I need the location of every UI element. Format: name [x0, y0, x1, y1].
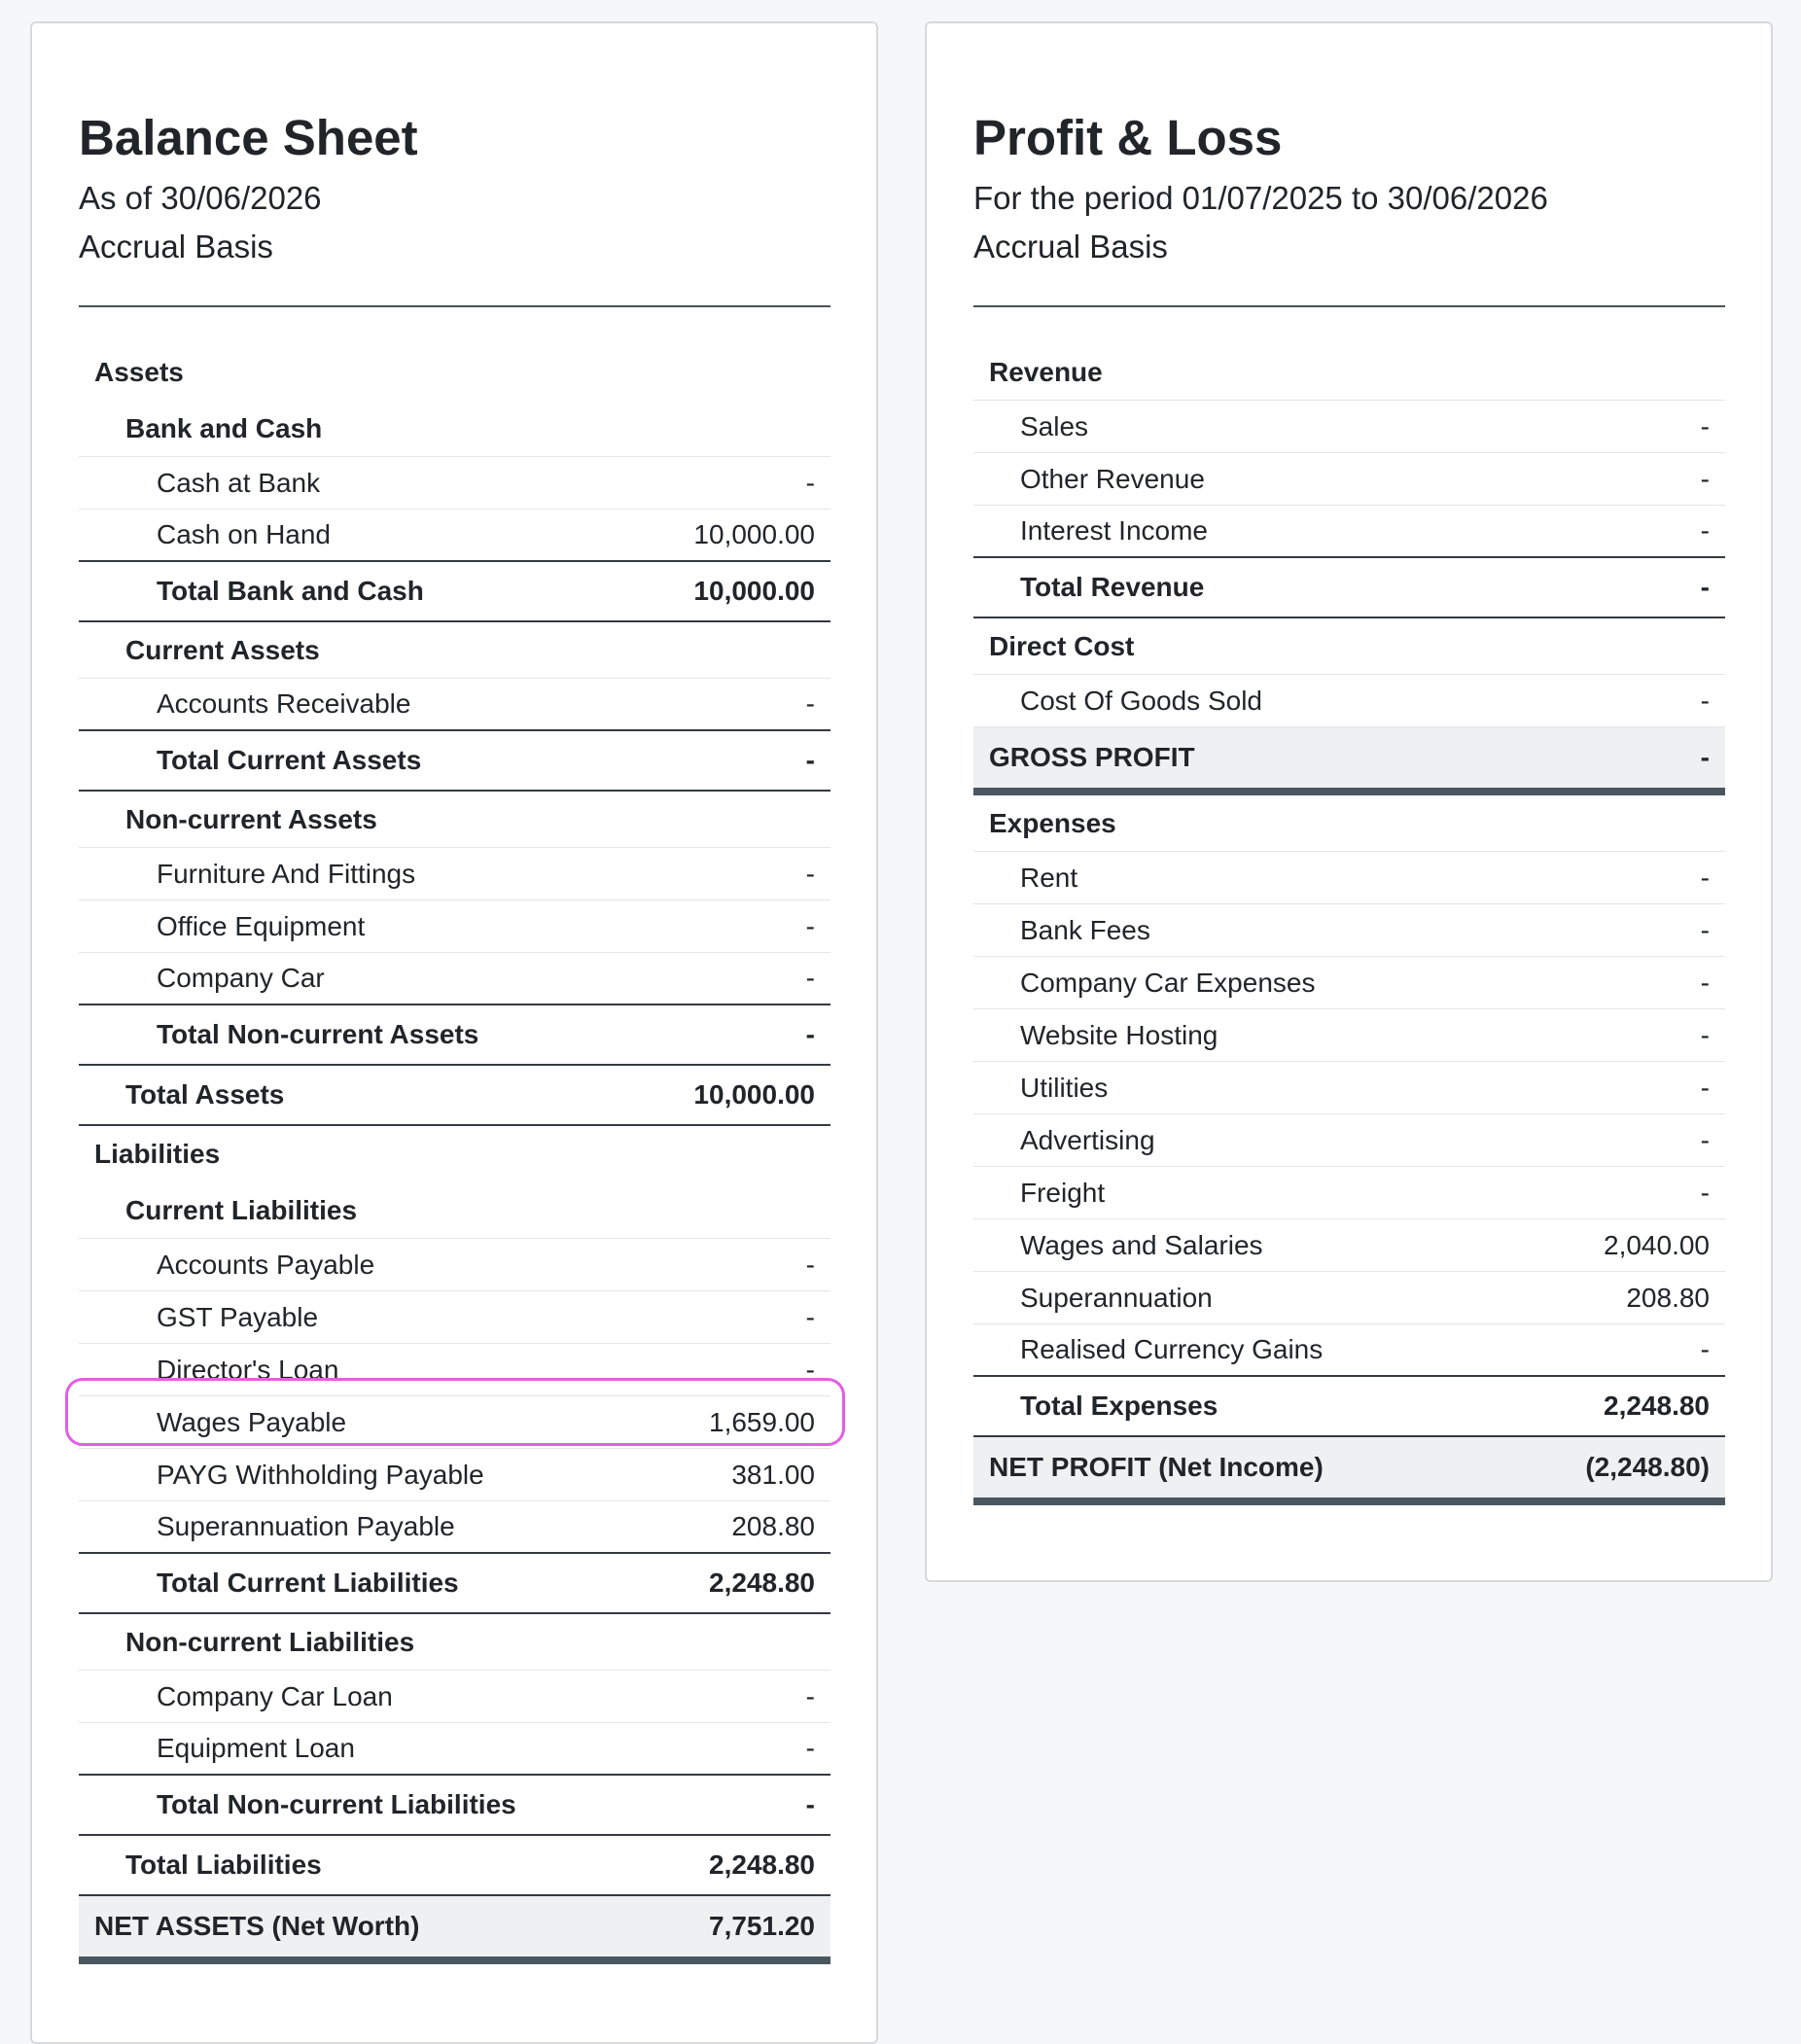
table-row[interactable]: Sales - — [973, 401, 1725, 453]
table-row[interactable]: Other Revenue - — [973, 453, 1725, 506]
table-row[interactable]: Website Hosting - — [973, 1009, 1725, 1062]
table-row[interactable]: Accounts Receivable - — [79, 679, 830, 731]
total-row: Total Current Assets - — [79, 731, 830, 792]
table-row[interactable]: Freight - — [973, 1167, 1725, 1219]
net-profit-row: NET PROFIT (Net Income) (2,248.80) — [973, 1437, 1725, 1505]
table-row[interactable]: Superannuation 208.80 — [973, 1272, 1725, 1324]
total-row: Total Expenses 2,248.80 — [973, 1377, 1725, 1437]
table-row[interactable]: Superannuation Payable 208.80 — [79, 1501, 830, 1554]
balance-sheet-card — [30, 21, 878, 2044]
group-noncurrent-liabilities: Non-current Liabilities — [79, 1614, 830, 1671]
table-row[interactable]: Interest Income - — [973, 506, 1725, 558]
total-row: Total Current Liabilities 2,248.80 — [79, 1554, 830, 1614]
group-noncurrent-assets: Non-current Assets — [79, 792, 830, 848]
table-row[interactable]: Bank Fees - — [973, 904, 1725, 957]
profit-loss-title: Profit & Loss — [973, 110, 1283, 165]
section-expenses: Expenses — [973, 795, 1725, 852]
section-revenue: Revenue — [973, 344, 1725, 401]
table-row[interactable]: Cash on Hand 10,000.00 — [79, 510, 830, 562]
table-row[interactable]: Realised Currency Gains - — [973, 1324, 1725, 1377]
profit-loss-card — [925, 21, 1773, 1582]
table-row[interactable]: Office Equipment - — [79, 900, 830, 953]
group-current-assets: Current Assets — [79, 622, 830, 679]
table-row[interactable]: Cost Of Goods Sold - — [973, 675, 1725, 727]
total-row: Total Bank and Cash 10,000.00 — [79, 562, 830, 622]
profit-loss-period: For the period 01/07/2025 to 30/06/2026 — [973, 180, 1548, 216]
header-divider — [79, 305, 830, 307]
group-bank-and-cash: Bank and Cash — [79, 401, 830, 457]
table-row[interactable]: Advertising - — [973, 1114, 1725, 1167]
total-row: Total Revenue - — [973, 558, 1725, 618]
table-row[interactable]: GST Payable - — [79, 1291, 830, 1344]
profit-loss-table — [973, 344, 1725, 1505]
total-row: Total Non-current Liabilities - — [79, 1776, 830, 1836]
table-row[interactable]: Accounts Payable - — [79, 1239, 830, 1291]
balance-sheet-basis: Accrual Basis — [79, 229, 273, 264]
table-row[interactable]: Equipment Loan - — [79, 1723, 830, 1776]
header-divider — [973, 305, 1725, 307]
balance-sheet-date: As of 30/06/2026 — [79, 180, 322, 216]
section-direct-cost: Direct Cost — [973, 618, 1725, 675]
table-row[interactable]: Director's Loan - — [79, 1344, 830, 1396]
section-liabilities: Liabilities — [94, 1139, 221, 1169]
balance-sheet-table — [79, 344, 830, 1964]
table-row[interactable]: Furniture And Fittings - — [79, 848, 830, 900]
table-row[interactable]: Wages and Salaries 2,040.00 — [973, 1219, 1725, 1272]
total-row: Total Non-current Assets - — [79, 1005, 830, 1066]
table-row[interactable]: PAYG Withholding Payable 381.00 — [79, 1449, 830, 1501]
group-current-liabilities: Current Liabilities — [79, 1182, 830, 1239]
table-row[interactable]: Rent - — [973, 852, 1725, 904]
total-liabilities-row: Total Liabilities 2,248.80 — [79, 1836, 830, 1896]
table-row[interactable]: Utilities - — [973, 1062, 1725, 1114]
table-row[interactable]: Company Car - — [79, 953, 830, 1005]
table-row-wages-payable[interactable]: Wages Payable 1,659.00 — [79, 1396, 830, 1449]
balance-sheet-title: Balance Sheet — [79, 110, 418, 165]
gross-profit-row: GROSS PROFIT - — [973, 727, 1725, 795]
table-row[interactable]: Company Car Loan - — [79, 1671, 830, 1723]
profit-loss-basis: Accrual Basis — [973, 229, 1168, 264]
table-row[interactable]: Cash at Bank - — [79, 457, 830, 510]
total-assets-row: Total Assets 10,000.00 — [79, 1066, 830, 1126]
net-assets-row: NET ASSETS (Net Worth) 7,751.20 — [79, 1896, 830, 1964]
table-row[interactable]: Company Car Expenses - — [973, 957, 1725, 1009]
section-assets: Assets — [94, 357, 184, 387]
